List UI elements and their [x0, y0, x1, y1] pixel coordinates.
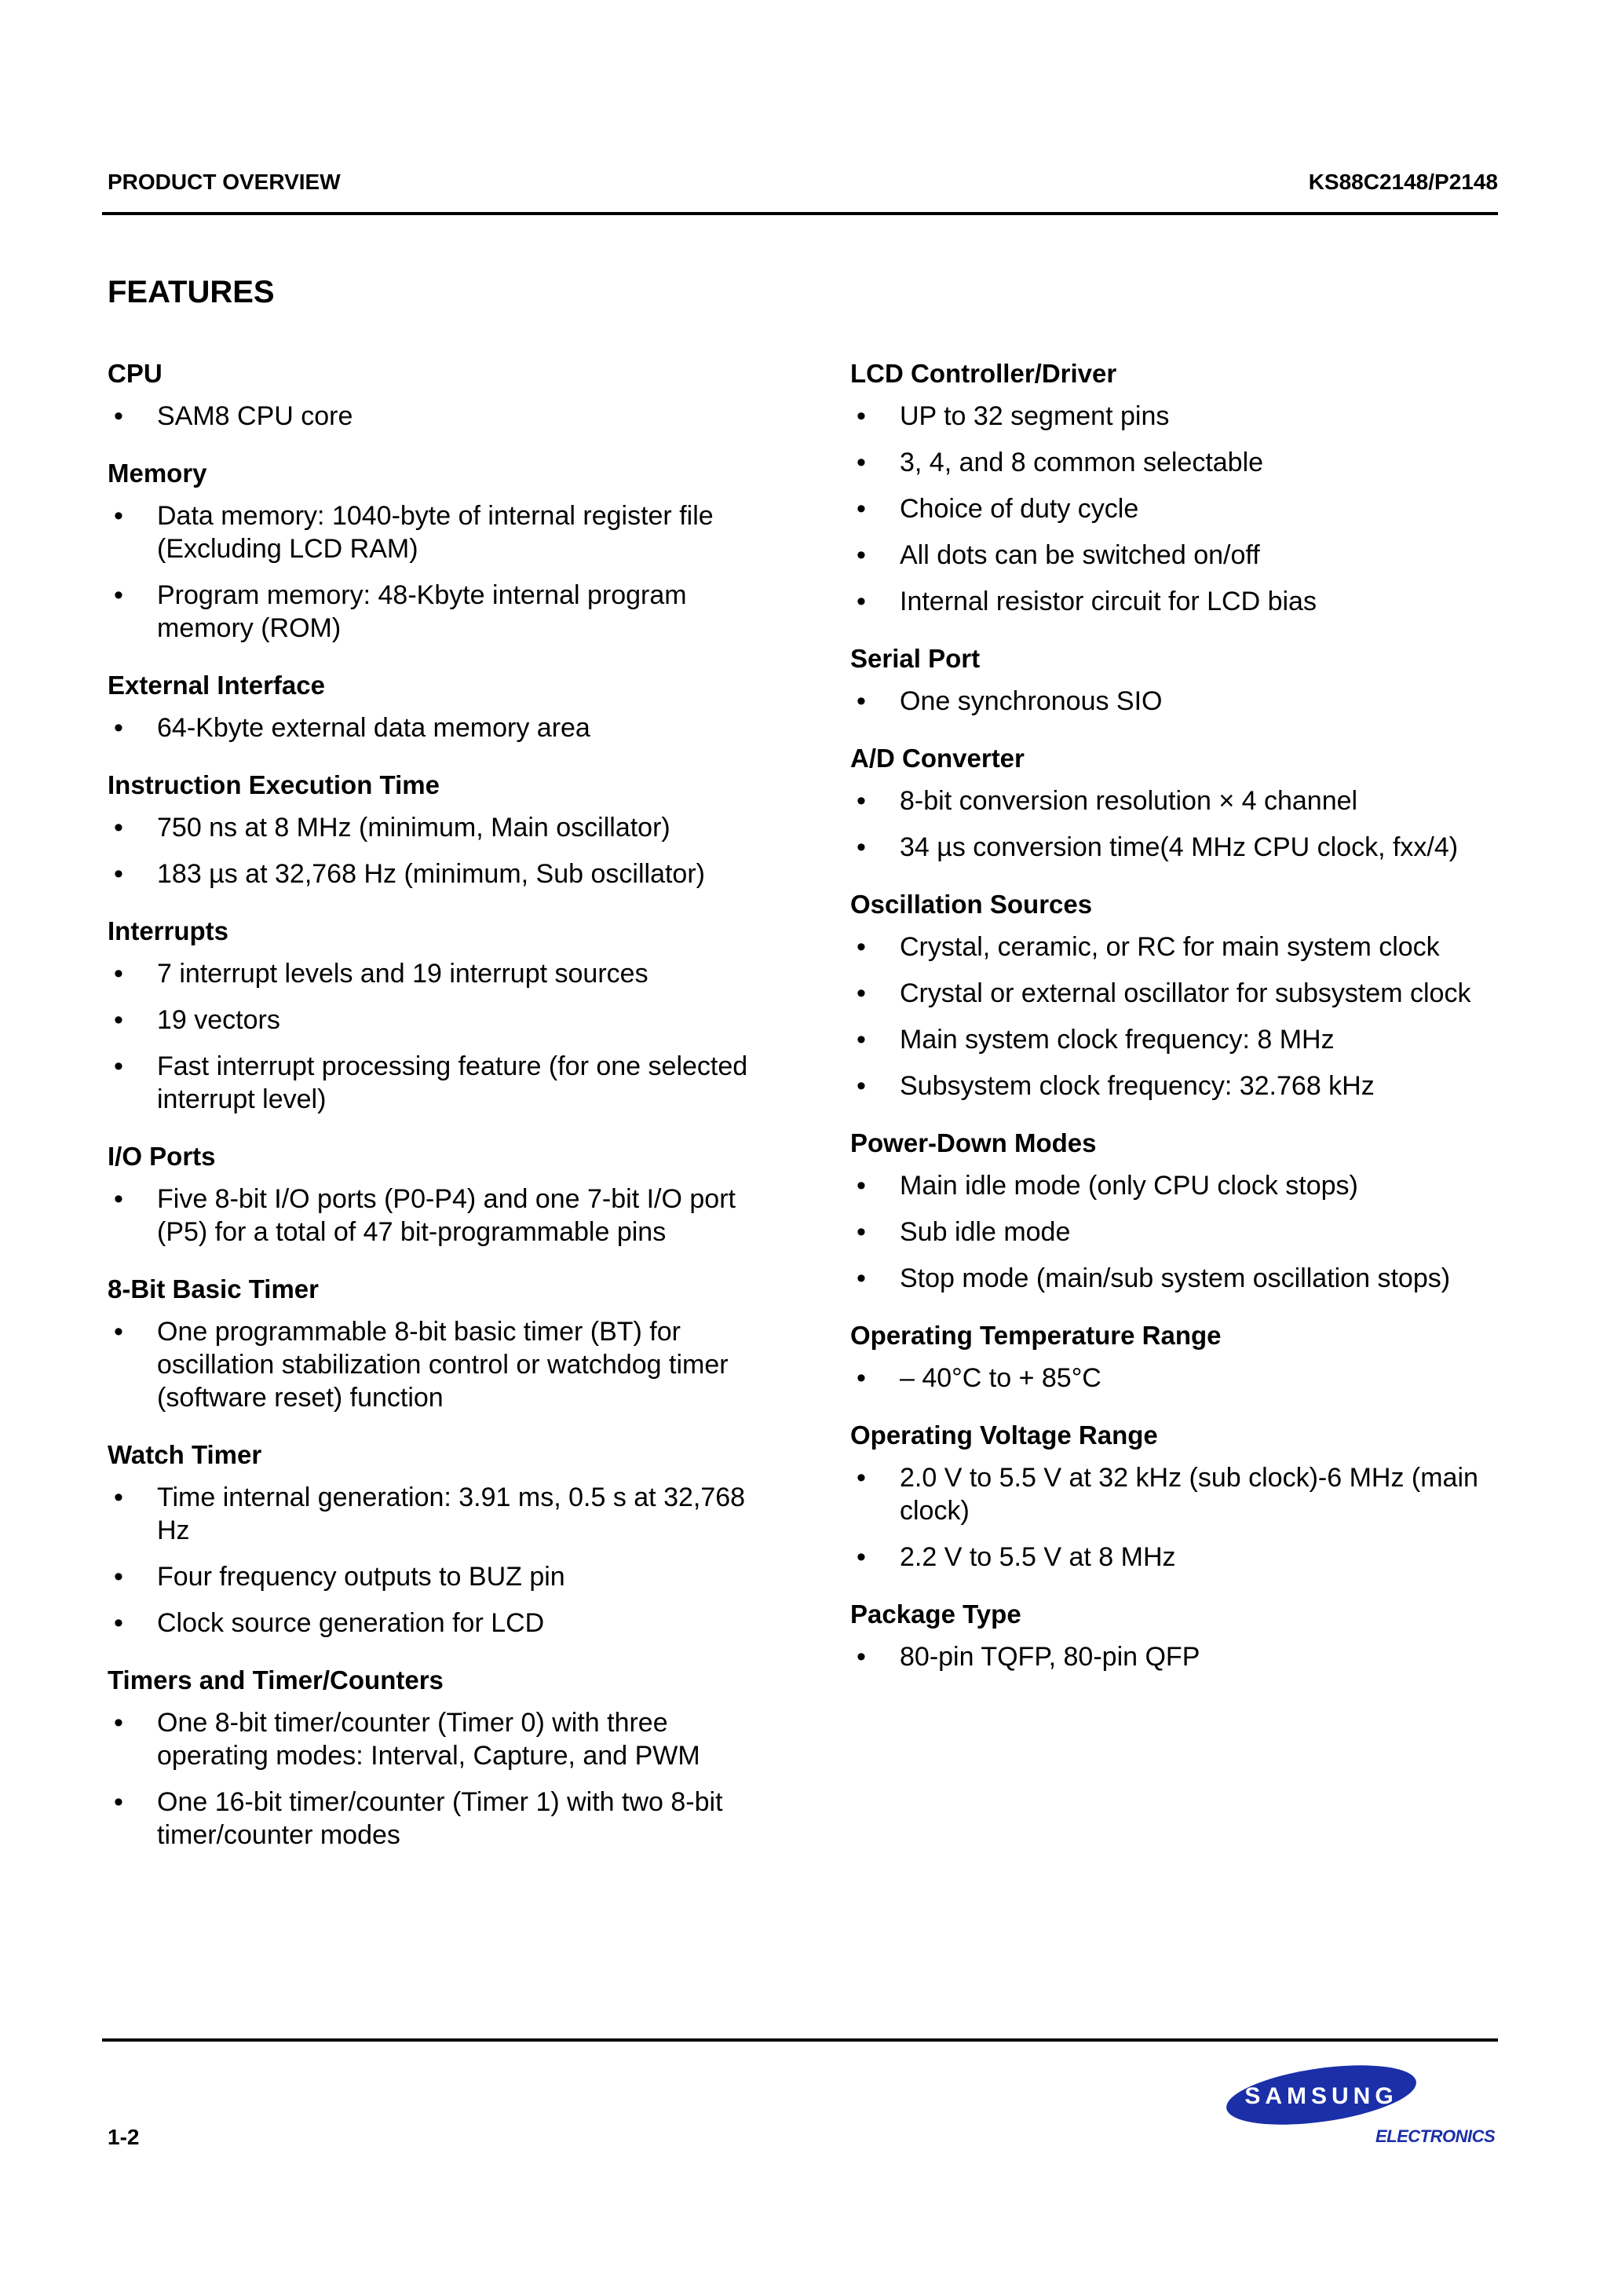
feature-text: 750 ns at 8 MHz (minimum, Main oscillator)	[157, 813, 670, 843]
feature-section	[108, 1272, 759, 1414]
feature-list-item	[850, 1262, 1502, 1295]
feature-list	[850, 400, 1502, 618]
feature-text: Fast interrupt processing feature (for one selected interrupt level)	[157, 1051, 748, 1114]
feature-list-item	[850, 1169, 1502, 1202]
feature-list	[108, 1183, 759, 1249]
bullet-icon: •	[114, 1608, 123, 1638]
samsung-logo	[1223, 2064, 1419, 2126]
feature-text: Four frequency outputs to BUZ pin	[157, 1562, 565, 1592]
bullet-icon: •	[857, 1071, 866, 1101]
feature-section	[108, 768, 759, 890]
feature-list	[108, 499, 759, 645]
feature-list-item	[108, 1050, 759, 1116]
feature-list-item	[850, 446, 1502, 479]
footer-rule	[102, 2038, 1498, 2042]
feature-text: 7 interrupt levels and 19 interrupt sources	[157, 959, 648, 989]
feature-text: 34 µs conversion time(4 MHz CPU clock, fxx/4)	[900, 832, 1459, 862]
feature-list	[108, 1315, 759, 1414]
feature-text: One synchronous SIO	[900, 686, 1163, 716]
feature-section	[108, 1663, 759, 1852]
feature-section	[108, 1438, 759, 1640]
bullet-icon: •	[857, 686, 866, 716]
bullet-icon: •	[114, 1005, 123, 1035]
feature-section	[850, 741, 1502, 864]
page-title: FEATURES	[108, 275, 275, 309]
bullet-icon: •	[857, 1025, 866, 1055]
feature-text: Crystal, ceramic, or RC for main system clock	[900, 932, 1440, 962]
feature-text: 64-Kbyte external data memory area	[157, 713, 590, 743]
feature-list-item	[108, 579, 759, 645]
section-heading: External Interface	[108, 671, 325, 700]
bullet-icon: •	[114, 1051, 123, 1081]
bullet-icon: •	[857, 978, 866, 1008]
feature-list-item	[850, 1069, 1502, 1102]
page-number: 1-2	[108, 2125, 140, 2149]
section-heading: Timers and Timer/Counters	[108, 1665, 444, 1695]
feature-list-item	[108, 1560, 759, 1593]
bullet-icon: •	[114, 401, 123, 431]
right-feature-column	[850, 356, 1502, 1697]
feature-list-item	[850, 831, 1502, 864]
feature-text: One 8-bit timer/counter (Timer 0) with three operating modes: Interval, Capture, and PWM	[157, 1708, 700, 1771]
feature-section	[108, 668, 759, 744]
feature-list-item	[850, 1461, 1502, 1527]
feature-section	[108, 914, 759, 1116]
feature-text: Choice of duty cycle	[900, 494, 1139, 524]
feature-list-item	[108, 857, 759, 890]
section-heading: Watch Timer	[108, 1440, 262, 1469]
feature-section	[850, 887, 1502, 1102]
bullet-icon: •	[857, 401, 866, 431]
feature-section	[850, 1418, 1502, 1574]
bullet-icon: •	[857, 494, 866, 524]
feature-list-item	[850, 585, 1502, 618]
samsung-logo-icon	[1223, 2064, 1419, 2126]
feature-text: Five 8-bit I/O ports (P0-P4) and one 7-bit I/O port (P5) for a total of 47 bit-programmable pins	[157, 1184, 736, 1247]
feature-list	[850, 1362, 1502, 1395]
section-heading: Oscillation Sources	[850, 890, 1093, 919]
feature-text: SAM8 CPU core	[157, 401, 353, 431]
feature-text: Data memory: 1040-byte of internal register file (Excluding LCD RAM)	[157, 501, 714, 564]
feature-text: – 40°C to + 85°C	[900, 1363, 1101, 1393]
header-part-number: KS88C2148/P2148	[1308, 170, 1498, 194]
feature-text: 2.2 V to 5.5 V at 8 MHz	[900, 1542, 1176, 1572]
feature-section	[850, 1597, 1502, 1673]
feature-list-item	[850, 784, 1502, 817]
bullet-icon: •	[857, 932, 866, 962]
feature-section	[850, 1318, 1502, 1395]
feature-list-item	[850, 685, 1502, 718]
bullet-icon: •	[857, 1263, 866, 1293]
feature-list	[850, 930, 1502, 1102]
section-heading: 8-Bit Basic Timer	[108, 1274, 319, 1303]
bullet-icon: •	[857, 786, 866, 816]
feature-text: One 16-bit timer/counter (Timer 1) with two 8-bit timer/counter modes	[157, 1787, 723, 1850]
samsung-logo-text: SAMSUNG	[1244, 2083, 1398, 2109]
feature-section	[850, 642, 1502, 718]
bullet-icon: •	[114, 1483, 123, 1512]
feature-section	[850, 1126, 1502, 1295]
feature-list	[108, 957, 759, 1116]
bullet-icon: •	[114, 501, 123, 531]
feature-list	[108, 811, 759, 890]
bullet-icon: •	[114, 859, 123, 889]
feature-list-item	[108, 1004, 759, 1036]
feature-list-item	[108, 1183, 759, 1249]
bullet-icon: •	[114, 1708, 123, 1738]
feature-list-item	[850, 977, 1502, 1010]
section-heading: I/O Ports	[108, 1142, 216, 1171]
bullet-icon: •	[114, 713, 123, 743]
bullet-icon: •	[114, 1184, 123, 1214]
bullet-icon: •	[857, 1363, 866, 1393]
feature-list-item	[108, 811, 759, 844]
feature-text: Crystal or external oscillator for subsystem clock	[900, 978, 1471, 1008]
section-heading: Power-Down Modes	[850, 1128, 1097, 1157]
feature-list	[108, 400, 759, 433]
feature-list	[108, 711, 759, 744]
feature-section	[108, 456, 759, 645]
feature-list-item	[850, 1541, 1502, 1574]
bullet-icon: •	[857, 1463, 866, 1493]
bullet-icon: •	[114, 580, 123, 610]
feature-list-item	[108, 1481, 759, 1547]
feature-list	[850, 685, 1502, 718]
section-heading: Operating Voltage Range	[850, 1420, 1158, 1450]
feature-list-item	[108, 711, 759, 744]
section-heading: A/D Converter	[850, 744, 1025, 773]
feature-list-item	[108, 499, 759, 565]
feature-text: 19 vectors	[157, 1005, 280, 1035]
feature-list-item	[108, 1706, 759, 1772]
feature-list	[850, 1640, 1502, 1673]
bullet-icon: •	[114, 959, 123, 989]
bullet-icon: •	[857, 448, 866, 477]
bullet-icon: •	[857, 1642, 866, 1672]
feature-list	[850, 784, 1502, 864]
bullet-icon: •	[857, 540, 866, 570]
section-heading: CPU	[108, 359, 163, 388]
feature-list-item	[108, 1607, 759, 1640]
section-heading: Memory	[108, 459, 207, 488]
feature-text: Program memory: 48-Kbyte internal program memory (ROM)	[157, 580, 687, 643]
section-heading: Interrupts	[108, 916, 229, 945]
section-heading: Package Type	[850, 1600, 1021, 1629]
bullet-icon: •	[857, 1217, 866, 1247]
feature-list	[850, 1461, 1502, 1574]
feature-text: 3, 4, and 8 common selectable	[900, 448, 1264, 477]
feature-text: 2.0 V to 5.5 V at 32 kHz (sub clock)-6 MHz (main clock)	[900, 1463, 1478, 1526]
feature-list-item	[850, 1362, 1502, 1395]
feature-list-item	[850, 492, 1502, 525]
bullet-icon: •	[857, 587, 866, 616]
feature-list	[850, 1169, 1502, 1295]
feature-section	[108, 1139, 759, 1249]
feature-list-item	[850, 1216, 1502, 1249]
feature-text: Sub idle mode	[900, 1217, 1071, 1247]
feature-section	[108, 356, 759, 433]
feature-section	[850, 356, 1502, 618]
feature-list-item	[850, 1640, 1502, 1673]
feature-text: Stop mode (main/sub system oscillation stops)	[900, 1263, 1451, 1293]
feature-text: 8-bit conversion resolution × 4 channel	[900, 786, 1358, 816]
feature-list-item	[108, 400, 759, 433]
section-heading: Serial Port	[850, 644, 981, 673]
feature-text: Main system clock frequency: 8 MHz	[900, 1025, 1335, 1055]
bullet-icon: •	[857, 832, 866, 862]
bullet-icon: •	[114, 1562, 123, 1592]
feature-list	[108, 1706, 759, 1852]
feature-text: Main idle mode (only CPU clock stops)	[900, 1171, 1358, 1201]
section-heading: Instruction Execution Time	[108, 770, 440, 799]
section-heading: Operating Temperature Range	[850, 1321, 1222, 1350]
section-heading: LCD Controller/Driver	[850, 359, 1117, 388]
bullet-icon: •	[114, 1317, 123, 1347]
feature-text: One programmable 8-bit basic timer (BT) for oscillation stabilization control or watchdog timer (software reset) function	[157, 1317, 729, 1413]
header-rule	[102, 212, 1498, 215]
feature-text: Time internal generation: 3.91 ms, 0.5 s at 32,768 Hz	[157, 1483, 746, 1545]
feature-text: Subsystem clock frequency: 32.768 kHz	[900, 1071, 1375, 1101]
feature-list	[108, 1481, 759, 1640]
bullet-icon: •	[114, 1787, 123, 1817]
feature-text: Clock source generation for LCD	[157, 1608, 545, 1638]
feature-text: 183 µs at 32,768 Hz (minimum, Sub oscillator)	[157, 859, 705, 889]
bullet-icon: •	[857, 1542, 866, 1572]
left-feature-column	[108, 356, 759, 1875]
electronics-label: ELECTRONICS	[1375, 2126, 1496, 2146]
feature-text: UP to 32 segment pins	[900, 401, 1170, 431]
feature-list-item	[850, 539, 1502, 572]
feature-list-item	[108, 1315, 759, 1414]
feature-text: Internal resistor circuit for LCD bias	[900, 587, 1317, 616]
feature-list-item	[850, 400, 1502, 433]
feature-text: 80-pin TQFP, 80-pin QFP	[900, 1642, 1200, 1672]
feature-text: All dots can be switched on/off	[900, 540, 1260, 570]
feature-list-item	[850, 1023, 1502, 1056]
feature-list-item	[108, 957, 759, 990]
bullet-icon: •	[114, 813, 123, 843]
header-section-title: PRODUCT OVERVIEW	[108, 170, 341, 194]
feature-list-item	[850, 930, 1502, 963]
bullet-icon: •	[857, 1171, 866, 1201]
feature-list-item	[108, 1786, 759, 1852]
